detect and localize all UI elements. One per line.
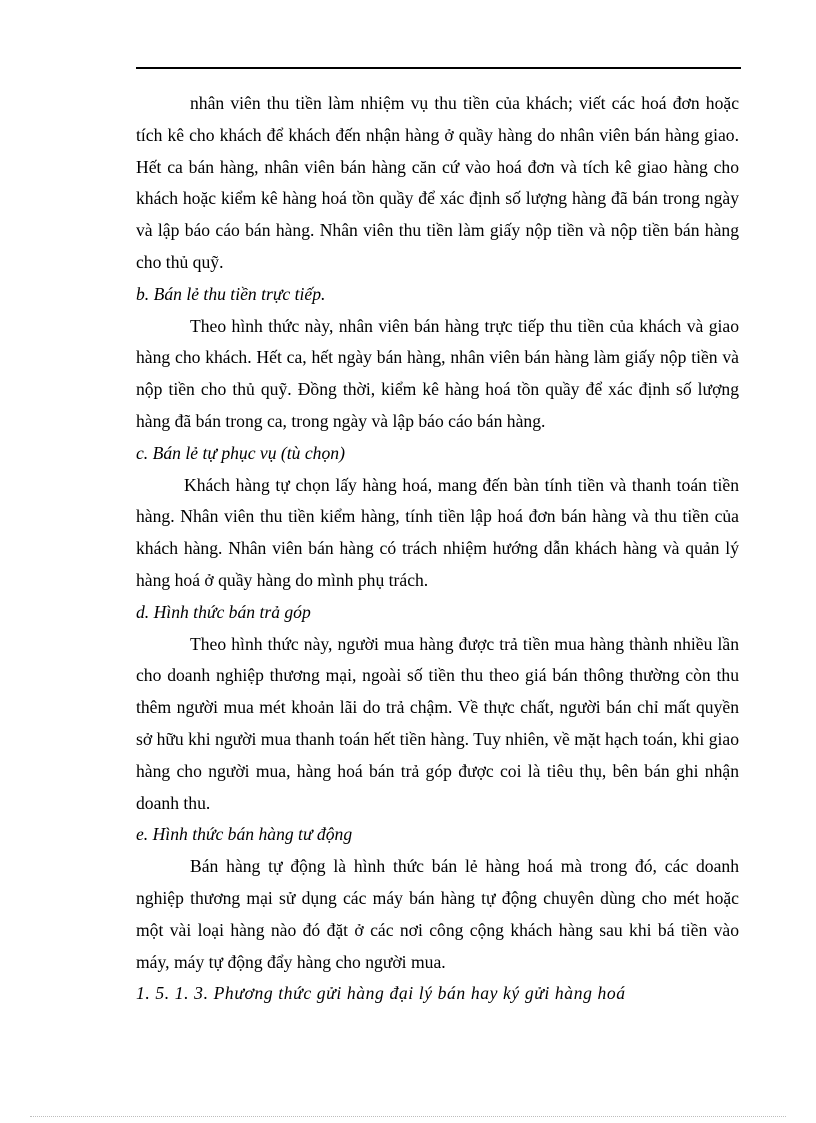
heading-ban-hang-tu-dong: e. Hình thức bán hàng tư động (136, 824, 353, 845)
header-rule (136, 67, 741, 69)
heading-gui-hang-dai-ly: 1. 5. 1. 3. Phương thức gửi hàng đại lý bán hay ký gửi hàng hoá (136, 983, 626, 1004)
paragraph-ban-le-thu-tien-truc-tiep: Theo hình thức này, nhân viên bán hàng trực tiếp thu tiền của khách và giao hàng cho khách. Hết ca, hết ngày bán hàng, nhân viên bán hàng làm giấy nộp tiền và nộp tiền cho thủ quỹ. Đồng thời, kiểm kê hàng hoá tồn quầy để xác định số lượng hàng đã bán trong ca, trong ngày và lập báo cáo bán hàng. (136, 315, 739, 431)
paragraph-ban-tra-gop: Theo hình thức này, người mua hàng được trả tiền mua hàng thành nhiều lần cho doanh nghiệp thương mại, ngoài số tiền thu theo giá bán thông thường còn thu thêm người mua mét khoản lãi do trả chậm. Về thực chất, người bán chỉ mất quyền sở hữu khi người mua thanh toán hết tiền hàng. Tuy nhiên, về mặt hạch toán, khi giao hàng cho người mua, hàng hoá bán trả góp được coi là tiêu thụ, bên bán ghi nhận doanh thu. (136, 633, 739, 813)
paragraph-ban-hang-tu-dong: Bán hàng tự động là hình thức bán lẻ hàng hoá mà trong đó, các doanh nghiệp thương mại sử dụng các máy bán hàng tự động chuyên dùng cho mét hoặc một vài loại hàng nào đó đặt ở các nơi công cộng khách hàng sau khi bá tiền vào máy, máy tự động đẩy hàng cho người mua. (136, 856, 739, 972)
paragraph-ban-le-tu-phuc-vu: Khách hàng tự chọn lấy hàng hoá, mang đến bàn tính tiền và thanh toán tiền hàng. Nhân viên thu tiền kiểm hàng, tính tiền lập hoá đơn bán hàng và thu tiền của khách hàng. Nhân viên bán hàng có trách nhiệm hướng dẫn khách hàng và quản lý hàng hoá ở quầy hàng do mình phụ trách. (136, 474, 739, 590)
paragraph-quay-thu-tien: nhân viên thu tiền làm nhiệm vụ thu tiền của khách; viết các hoá đơn hoặc tích kê cho khách để khách đến nhận hàng ở quầy hàng do nhân viên bán hàng giao. Hết ca bán hàng, nhân viên bán hàng căn cứ vào hoá đơn và tích kê giao hàng cho khách hoặc kiểm kê hàng hoá tồn quầy để xác định số lượng hàng đã bán trong ngày và lập báo cáo bán hàng. Nhân viên thu tiền làm giấy nộp tiền và nộp tiền bán hàng cho thủ quỹ. (136, 93, 739, 272)
heading-ban-le-thu-tien-truc-tiep: b. Bán lẻ thu tiền trực tiếp. (136, 283, 326, 304)
document-body (136, 88, 739, 1010)
heading-ban-le-tu-phuc-vu: c. Bán lẻ tự phục vụ (tù chọn) (136, 442, 345, 463)
footer-dotted-rule (30, 1116, 786, 1117)
heading-ban-tra-gop: d. Hình thức bán trả góp (136, 601, 311, 622)
